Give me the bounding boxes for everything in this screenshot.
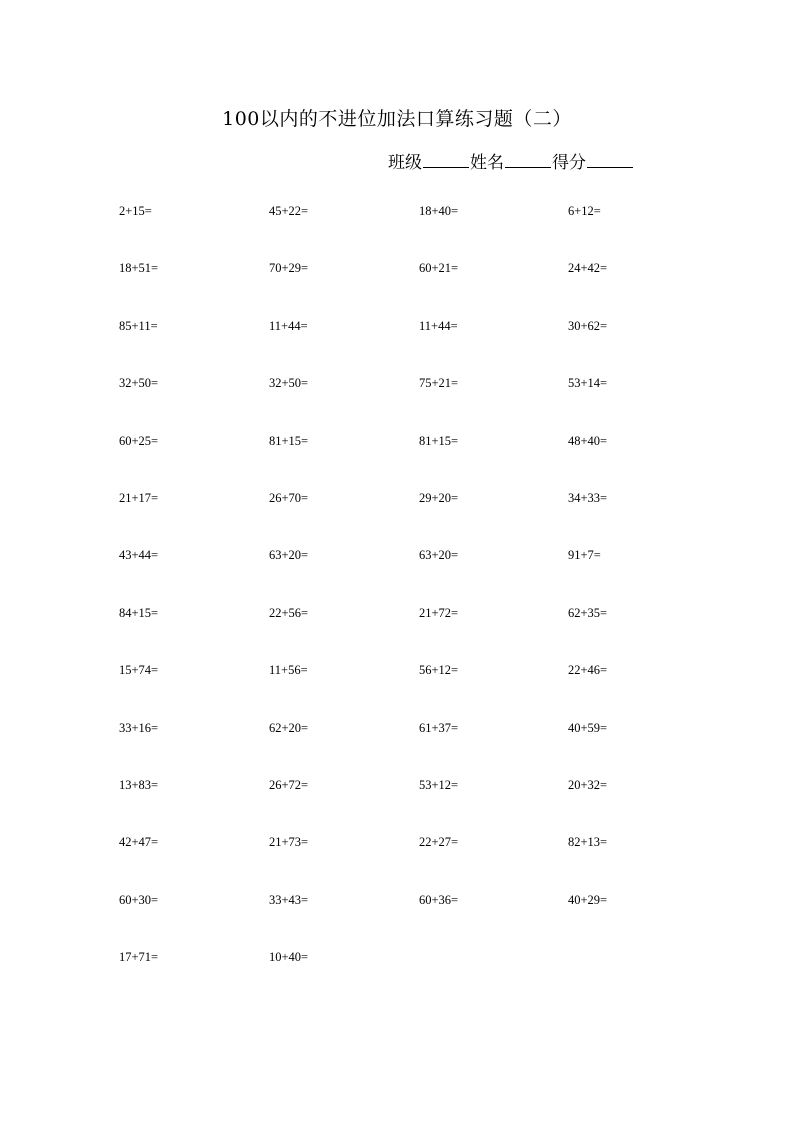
problem-item: 34+33= — [568, 490, 608, 505]
problem-item: 30+62= — [568, 318, 608, 333]
problem-item: 62+35= — [568, 605, 608, 620]
problem-item: 32+50= — [119, 376, 159, 391]
problem-item: 33+16= — [119, 720, 159, 735]
problem-item: 40+29= — [568, 892, 608, 907]
problem-item: 81+15= — [419, 433, 459, 448]
problem-item: 11+44= — [269, 318, 308, 333]
problem-item: 21+17= — [119, 490, 159, 505]
problem-item: 10+40= — [269, 950, 309, 965]
score-blank[interactable] — [587, 153, 633, 168]
problem-item: 70+29= — [269, 261, 309, 276]
problem-item: 17+71= — [119, 950, 159, 965]
problem-item: 24+42= — [568, 261, 608, 276]
problem-item: 6+12= — [568, 204, 601, 218]
name-blank[interactable] — [505, 153, 551, 168]
problem-item: 40+59= — [568, 720, 608, 735]
worksheet-title: 100以内的不进位加法口算练习题（二） — [222, 108, 572, 130]
problem-item: 60+25= — [119, 433, 159, 448]
problem-item: 11+56= — [269, 663, 308, 678]
problem-item: 75+21= — [419, 376, 459, 391]
problem-item: 63+20= — [269, 548, 309, 563]
problem-item: 82+13= — [568, 835, 608, 850]
problem-item: 84+15= — [119, 605, 159, 620]
problem-item: 18+51= — [119, 261, 159, 276]
problem-grid — [119, 203, 719, 1006]
problem-item: 21+73= — [269, 835, 309, 850]
problem-item: 18+40= — [419, 204, 459, 218]
problem-item: 2+15= — [119, 204, 152, 218]
name-label: 姓名 — [470, 153, 504, 173]
problem-item: 60+21= — [419, 261, 459, 276]
problem-item: 85+11= — [119, 318, 158, 333]
class-blank[interactable] — [423, 153, 469, 168]
problem-item: 13+83= — [119, 777, 159, 792]
problem-item: 33+43= — [269, 892, 309, 907]
problem-item: 32+50= — [269, 376, 309, 391]
class-label: 班级 — [388, 153, 422, 173]
problem-item: 20+32= — [568, 777, 608, 792]
problem-item: 91+7= — [568, 548, 601, 563]
problem-item: 29+20= — [419, 490, 459, 505]
problem-item: 53+12= — [419, 777, 459, 792]
problem-item: 22+27= — [419, 835, 459, 850]
problem-item: 63+20= — [419, 548, 459, 563]
problem-item: 56+12= — [419, 663, 459, 678]
problem-item: 53+14= — [568, 376, 608, 391]
problem-item: 81+15= — [269, 433, 309, 448]
problem-item: 21+72= — [419, 605, 459, 620]
problem-item: 22+46= — [568, 663, 608, 678]
problem-item: 26+72= — [269, 777, 309, 792]
problem-item: 22+56= — [269, 605, 309, 620]
problem-item: 61+37= — [419, 720, 459, 735]
problem-item: 60+30= — [119, 892, 159, 907]
problem-item: 15+74= — [119, 663, 159, 678]
problem-item: 62+20= — [269, 720, 309, 735]
problem-item: 26+70= — [269, 490, 309, 505]
problem-item: 45+22= — [269, 204, 309, 218]
problem-item: 60+36= — [419, 892, 459, 907]
student-info-line — [388, 148, 634, 173]
problem-item: 11+44= — [419, 318, 458, 333]
problem-item: 43+44= — [119, 548, 159, 563]
score-label: 得分 — [552, 153, 586, 173]
problem-item: 48+40= — [568, 433, 608, 448]
problem-item: 42+47= — [119, 835, 159, 850]
